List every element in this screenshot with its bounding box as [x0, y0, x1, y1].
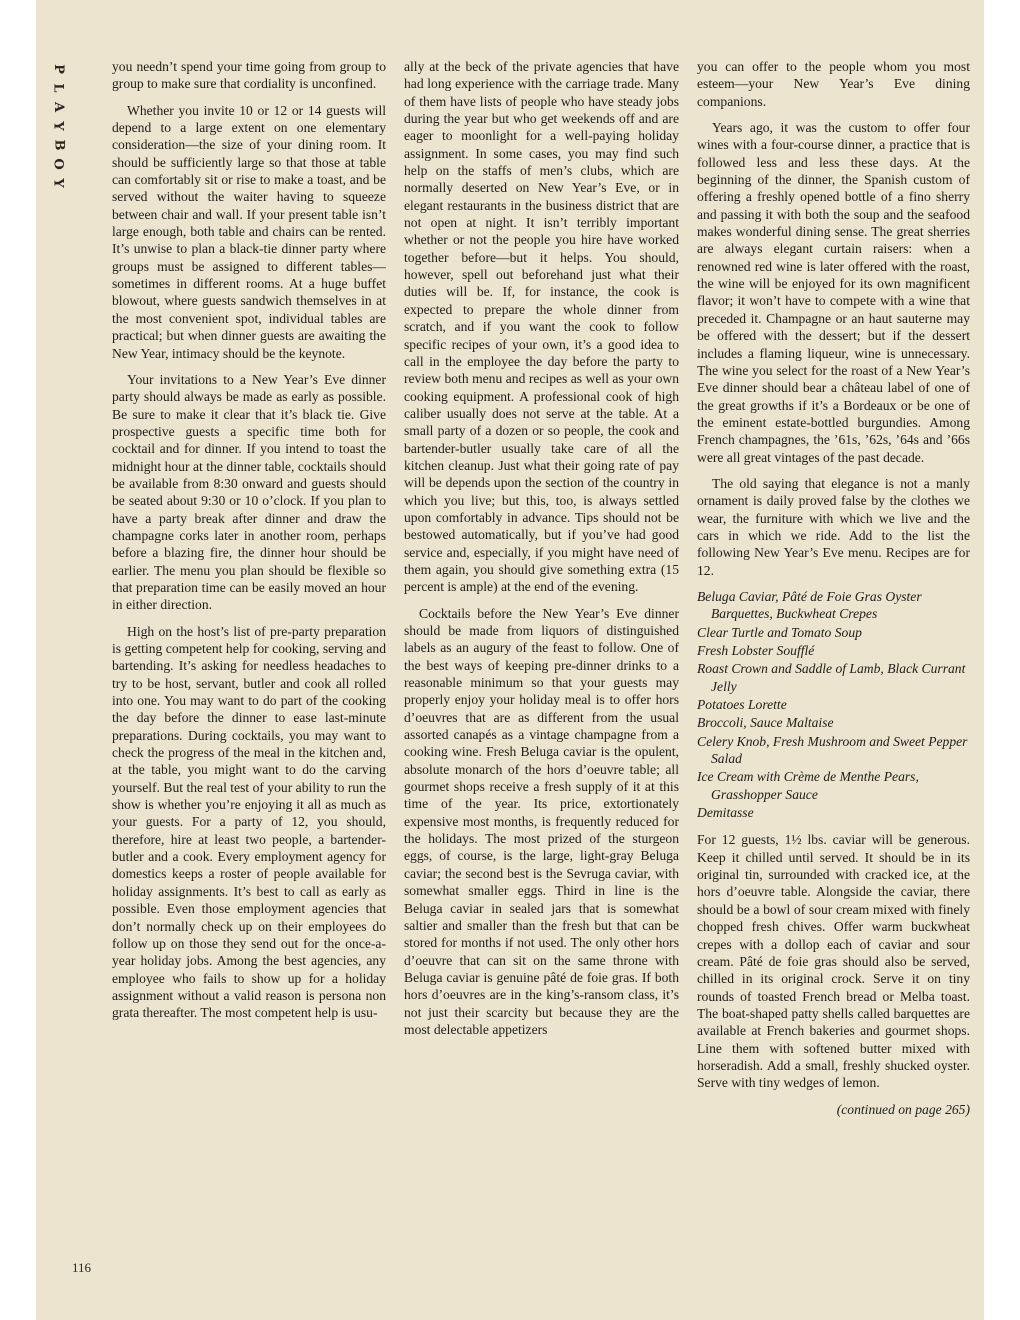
menu-item: Broccoli, Sauce Maltaise: [697, 715, 834, 731]
magazine-letter: P: [51, 64, 66, 74]
magazine-letter: B: [51, 139, 66, 151]
paragraph: For 12 guests, 1½ lbs. caviar will be generous. Keep it chilled until served. It should be in its original tin, surrounded with cracked ice, at the hors d’oeuvre table. Alongside the caviar, there should be a bowl of sour cream mixed with finely chopped fresh chives. Offer warm buckwheat crepes with a dollop each of caviar and sour cream. Pâté de foie gras should also be served, chilled in its original crock. Serve it on tiny rounds of toasted French bread or Melba toast. The boat-shaped patty shells called barquettes are available at French bakeries and gourmet shops. Line them with softened butter mixed with horseradish. Add a small, freshly shucked oyster. Serve with tiny wedges of lemon.: [697, 832, 970, 1091]
paragraph: High on the host’s list of pre-party preparation is getting competent help for cooking, serving and bartending. It’s asking for needless headaches to try to be host, servant, butler and cook all rolled into one. You may want to do part of the cooking the day before the dinner to ease last-minute preparations. During cocktails, you may want to check the progress of the meal in the kitchen and, at the table, you might want to do the carving yourself. But the real test of your ability to run the show is whether you’re enjoying it all as much as your guests. For a party of 12, you should, therefore, hire at least two people, a bartender-butler and a cook. Every employment agency for domestics keeps a roster of people available for holiday assignments. It’s best to call as early as possible. Even those employment agencies that don’t normally check up on their employees do follow up on those they send out for the once-a-year holiday jobs. Among the best agencies, any employee who fails to show up for a holiday assignment without a valid reason is persona non grata thereafter. The most competent help is usu-: [112, 623, 386, 1021]
text-column-3: [697, 58, 970, 1278]
magazine-letter: Y: [51, 178, 66, 188]
column-3-intro: [697, 58, 970, 579]
menu-item: Ice Cream with Crème de Menthe Pears, Grasshopper Sauce: [697, 769, 919, 802]
paragraph: you needn’t spend your time going from group to group to make sure that cordiality is unconfined.: [112, 59, 386, 92]
paragraph: Whether you invite 10 or 12 or 14 guests will depend to a large extent on one elementary consideration—the size of your dining room. It should be sufficiently large so that those at table can comfortably sit or rise to make a toast, and be served without the waiter having to squeeze between chair and wall. If your present table isn’t large enough, both table and chairs can be rented. It’s unwise to plan a black-tie dinner party where groups must be assigned to different tables—sometimes in different rooms. At a huge buffet blowout, where guests sandwich themselves in at the most convenient spot, individual tables are practical; but when dinner guests are awaiting the New Year, intimacy should be the keynote.: [112, 102, 386, 361]
menu-item: Demitasse: [697, 805, 754, 821]
menu-item: Potatoes Lorette: [697, 697, 787, 713]
magazine-letter: A: [51, 101, 66, 113]
menu-item: Clear Turtle and Tomato Soup: [697, 624, 862, 640]
menu-item: Celery Knob, Fresh Mushroom and Sweet Pepper Salad: [697, 733, 968, 767]
magazine-letter: O: [50, 158, 66, 170]
new-years-eve-menu: [697, 588, 970, 821]
paragraph: Cocktails before the New Year’s Eve dinner should be made from liquors of distinguished labels as an augury of the feast to follow. One of the best ways of keeping pre-dinner drinks to a reasonable minimum so that your guests may properly enjoy your holiday meal is to offer hors d’oeuvres that are as different from the usual assorted canapés as a vintage champagne from a cooking wine. Fresh Beluga caviar is the opulent, absolute monarch of the hors d’oeuvre table; all gourmet shops receive a fresh supply of it at this time of the year. Its price, extortionately expensive most months, is frequently reduced for the holidays. The most prized of the sturgeon eggs, of course, is the large, light-gray Beluga caviar; the second best is the Sevruga caviar, with somewhat smaller eggs. Third in line is the Beluga caviar in sealed jars that is somewhat saltier and smaller than the fresh but that can be stored for months if not used. The only other hors d’oeuvre that can sit on the same throne with Beluga caviar is genuine pâté de foie gras. If both hors d’oeuvres are in the king’s-ransom class, it’s not just their scarcity but because they are the most delectable appetizers: [404, 605, 679, 1037]
paragraph: The old saying that elegance is not a manly ornament is daily proved false by the clothes we wear, the furniture with which we live and the cars in which we ride. Add to the list the following New Year’s Eve menu. Recipes are for 12.: [697, 475, 970, 578]
paragraph: Years ago, it was the custom to offer four wines with a four-course dinner, a practice that is followed less and less these days. At the beginning of the dinner, the Spanish custom of offering a freshly opened bottle of a fino sherry and passing it with both the soup and the seafood makes wonderful dining sense. The great sherries are always elegant curtain raisers: when a renowned red wine is later offered with the roast, the wine will be enjoyed for its own magnificent flavor; it won’t have to compete with a wine that preceded it. Champagne or an haut sauterne may be offered with the dessert; but if the dessert includes a flaming liqueur, wine is unnecessary. The wine you select for the roast of a New Year’s Eve dinner should bear a château label of one of the great growths if it’s a Bordeaux or be one of the eminent estate-bottled burgundies. Among French champagnes, the ’61s, ’62s, ’64s and ’66s were all great vintages of the past decade.: [697, 120, 970, 465]
paragraph: Your invitations to a New Year’s Eve dinner party should always be made as early as possible. Be sure to make it clear that it’s black tie. Give prospective guests a specific time both for cocktail and for dinner. If you intend to toast the midnight hour at the dinner table, cocktails should be available from 8:30 onward and guests should be seated about 9:30 or 10 o’clock. If you plan to have a party break after dinner and draw the champagne corks later in another room, perhaps before a blazing fire, the dinner hour should be earlier. The menu you plan should be flexible so that preparation time can be easily moved an hour in either direction.: [112, 371, 386, 613]
paragraph: ally at the beck of the private agencies that have had long experience with the carriage trade. Many of them have lists of people who have steady jobs during the year but who get weekends off and are eager to moonlight for a well-paying holiday assignment. In some cases, you may find such help on the staffs of men’s clubs, which are normally deserted on New Year’s Eve, or in elegant restaurants in the business district that are not open at night. It isn’t terribly important whether or not the people you hire have worked together before—but it helps. You should, however, spell out beforehand just what their duties will be. If, for instance, the cook is expected to prepare the whole dinner from scratch, and if you want the cook to follow specific recipes of your own, it’s a good idea to call in the employee the day before the party to review both menu and recipes as well as your own cooking equipment. A professional cook of high caliber usually does not serve at the table. At a small party of a dozen or so people, the cook and bartender-butler usually take care of all the kitchen cleanup. Just what their going rate of pay will be depends upon the section of the country in which you live; but this, too, is always settled upon comfortably in advance. Tips should not be bestowed automatically, but if you’ve had good service and, especially, if you might have need of them again, you should give something extra (15 percent is ample) at the end of the evening.: [404, 59, 679, 595]
magazine-letter: L: [50, 83, 66, 93]
menu-item: Roast Crown and Saddle of Lamb, Black Currant Jelly: [697, 661, 966, 694]
page-number: 116: [72, 1260, 92, 1275]
text-column-2: [404, 58, 679, 1278]
continued-note: (continued on page 265): [836, 1101, 970, 1117]
text-column-1: [112, 58, 386, 1278]
menu-item: Fresh Lobster Soufflé: [697, 643, 815, 658]
magazine-name-vertical: [50, 62, 66, 190]
menu-item: Beluga Caviar, Pâté de Foie Gras Oyster Barquettes, Buckwheat Crepes: [697, 588, 922, 622]
magazine-letter: Y: [51, 121, 66, 131]
paragraph: you can offer to the people whom you most esteem—your New Year’s Eve dining companions.: [697, 59, 970, 109]
column-3-caviar-paragraph: [697, 831, 970, 1091]
